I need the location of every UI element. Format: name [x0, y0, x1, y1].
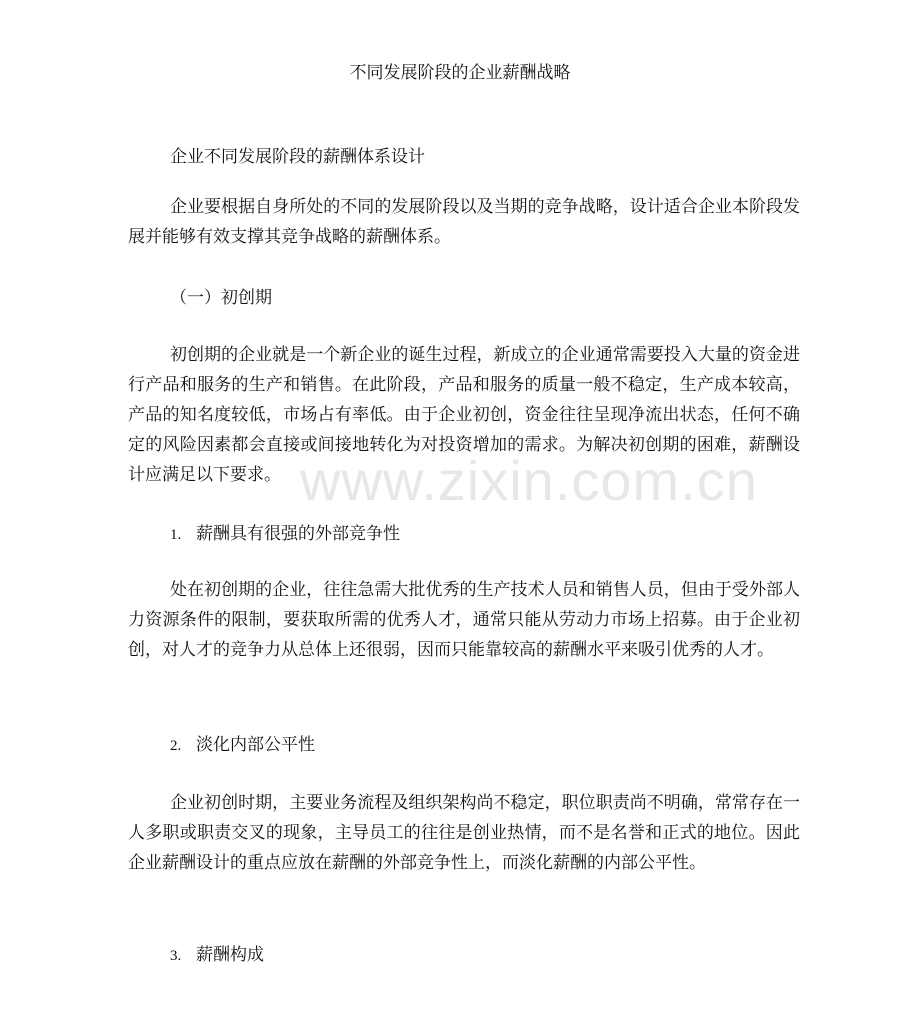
startup-paragraph: 初创期的企业就是一个新企业的诞生过程，新成立的企业通常需要投入大量的资金进行产品和服务的生产和销售。在此阶段，产品和服务的质量一般不稳定，生产成本较高，产品的知名度较低，市场占有率低。由于企业初创，资金往往呈现净流出状态，任何不确定的风险因素都会直接或间接地转化为对投资增加的需求。为解决初创期的困难，薪酬设计应满足以下要求。	[128, 345, 800, 485]
item-number: 3.	[170, 948, 182, 964]
numbered-heading-1	[170, 519, 400, 550]
item-number: 1.	[170, 527, 182, 543]
section-subtitle: 企业不同发展阶段的薪酬体系设计	[170, 147, 425, 167]
section-heading-startup: （一）初创期	[170, 288, 272, 308]
document-title: 不同发展阶段的企业薪酬战略	[349, 63, 571, 83]
intro-paragraph: 企业要根据自身所处的不同的发展阶段以及当期的竞争战略，设计适合企业本阶段发展并能够有效支撑其竞争战略的薪酬体系。	[128, 197, 800, 247]
item-2-paragraph: 企业初创时期，主要业务流程及组织架构尚不稳定，职位职责尚不明确，常常存在一人多职或职责交叉的现象，主导员工的往往是创业热情，而不是名誉和正式的地位。因此企业薪酬设计的重点应放在薪酬的外部竞争性上，而淡化薪酬的内部公平性。	[128, 793, 800, 873]
watermark: www.zixin.com.cn	[300, 449, 758, 512]
numbered-heading-3	[170, 940, 264, 971]
item-heading: 薪酬构成	[196, 945, 264, 965]
numbered-heading-2	[170, 730, 315, 761]
item-number: 2.	[170, 738, 182, 754]
item-heading: 淡化内部公平性	[196, 735, 315, 755]
item-heading: 薪酬具有很强的外部竞争性	[196, 524, 400, 544]
item-1-paragraph: 处在初创期的企业，往往急需大批优秀的生产技术人员和销售人员，但由于受外部人力资源条件的限制，要获取所需的优秀人才，通常只能从劳动力市场上招募。由于企业初创，对人才的竞争力从总体上还很弱，因而只能靠较高的薪酬水平来吸引优秀的人才。	[128, 580, 800, 660]
